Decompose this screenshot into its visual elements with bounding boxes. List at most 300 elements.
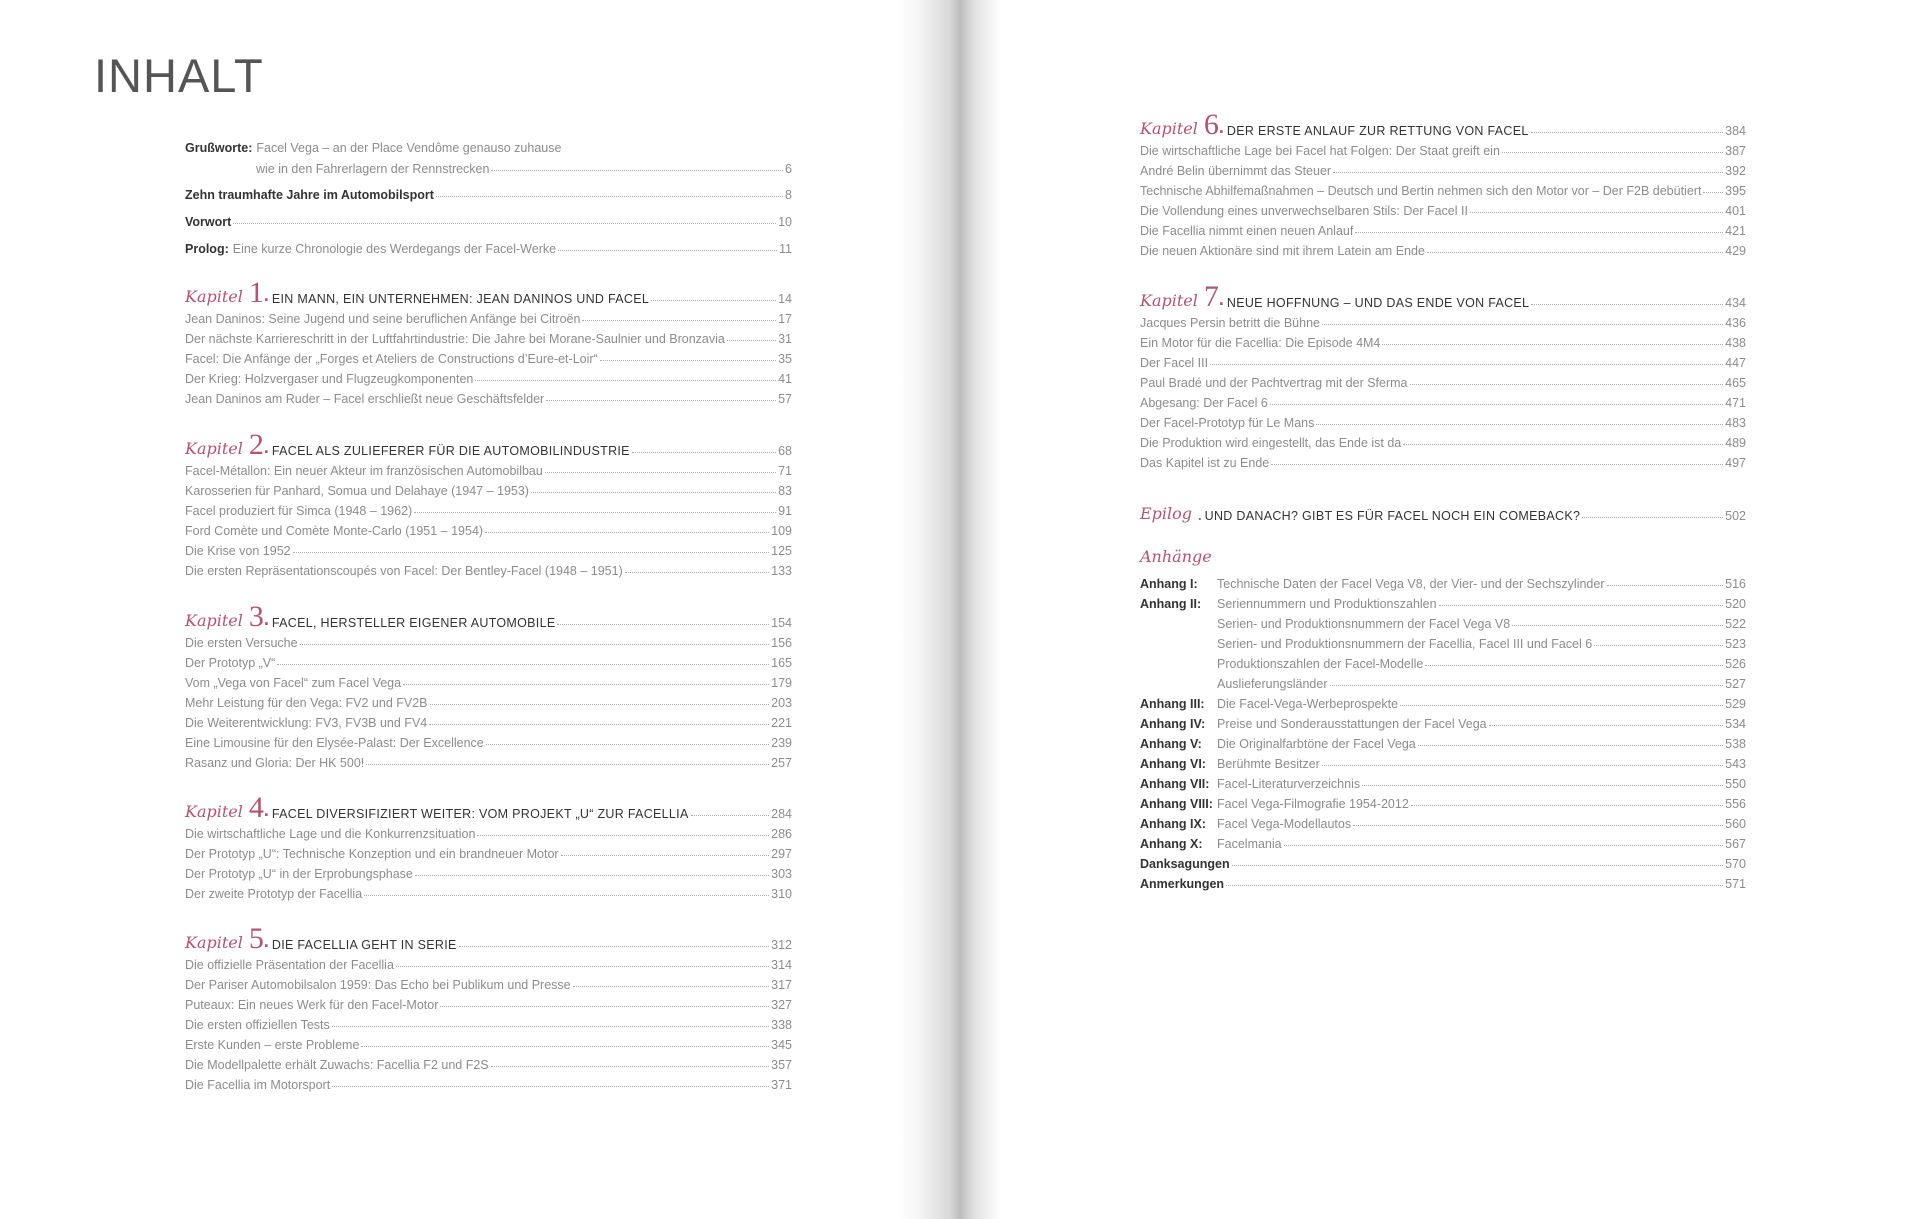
toc-entry[interactable] xyxy=(1140,811,1746,831)
toc-entry[interactable] xyxy=(1140,370,1746,390)
entry-label: Prolog: xyxy=(185,242,229,256)
dot-leader xyxy=(396,966,769,967)
front-matter xyxy=(185,135,792,256)
page-number: 465 xyxy=(1725,376,1746,390)
chapter-title: NEUE HOFFNUNG – UND DAS ENDE VON FACEL xyxy=(1226,296,1530,310)
page-number: 154 xyxy=(771,616,792,630)
dot-leader xyxy=(573,986,770,987)
toc-entry[interactable] xyxy=(185,881,792,901)
chapter-number: 1 xyxy=(248,276,264,309)
chapter-prefix: Kapitel xyxy=(1140,291,1198,310)
toc-entry[interactable] xyxy=(1140,410,1746,430)
chapter-prefix: Kapitel xyxy=(1140,119,1198,138)
page-number: 543 xyxy=(1725,757,1746,771)
entry-title: Die Krise von 1952 xyxy=(185,544,291,558)
chapter-title: EIN MANN, EIN UNTERNEHMEN: JEAN DANINOS UND FACEL xyxy=(271,292,650,306)
entry-title: Das Kapitel ist zu Ende xyxy=(1140,456,1270,470)
entry-title: Der zweite Prototyp der Facellia xyxy=(185,887,363,901)
toc-entry[interactable] xyxy=(185,538,792,558)
dot-leader xyxy=(545,472,776,473)
page-number: 570 xyxy=(1725,857,1746,871)
page-number: 327 xyxy=(771,998,792,1012)
page-number: 8 xyxy=(785,188,792,202)
toc-entry[interactable] xyxy=(185,730,792,750)
entry-title: Der Prototyp „V“ xyxy=(185,656,276,670)
entry-title: Serien- und Produktionsnummern der Facel Vega V8 xyxy=(1217,617,1511,631)
entry-title: Berühmte Besitzer xyxy=(1217,757,1320,771)
dot-leader xyxy=(440,1006,769,1007)
page-number: 165 xyxy=(771,656,792,670)
toc-entry[interactable] xyxy=(185,366,792,386)
toc-entry[interactable] xyxy=(185,1032,792,1052)
toc-entry[interactable] xyxy=(185,670,792,690)
toc-entry[interactable] xyxy=(1140,178,1746,198)
dot-leader xyxy=(491,170,783,171)
page-number: 401 xyxy=(1725,204,1746,218)
page-number: 421 xyxy=(1725,224,1746,238)
entry-title: Paul Bradé und der Pachtvertrag mit der Sferma xyxy=(1140,376,1408,390)
chapter-title: FACEL, HERSTELLER EIGENER AUTOMOBILE xyxy=(271,616,556,630)
entry-label: Zehn traumhafte Jahre im Automobilsport xyxy=(185,188,434,202)
dot-leader xyxy=(332,1086,769,1087)
chapter-heading[interactable] xyxy=(185,922,792,955)
dot-leader xyxy=(1210,364,1723,365)
dot-leader xyxy=(366,764,769,765)
dot-leader xyxy=(332,1026,769,1027)
page-number: 133 xyxy=(771,564,792,578)
dot-leader xyxy=(1470,212,1723,213)
entry-title: Anmerkungen xyxy=(1140,877,1225,891)
page-number: 384 xyxy=(1725,124,1746,138)
entry-title: Der Prototyp „U“ in der Erprobungsphase xyxy=(185,867,413,881)
toc-entry[interactable] xyxy=(185,386,792,406)
entry-title: Die Facellia im Motorsport xyxy=(185,1078,331,1092)
page-number: 35 xyxy=(778,352,792,366)
entry-title: Jean Daninos am Ruder – Facel erschließt neue Geschäftsfelder xyxy=(185,392,545,406)
entry-title: Der Facel III xyxy=(1140,356,1209,370)
toc-entry[interactable] xyxy=(185,952,792,972)
toc-entry[interactable] xyxy=(185,458,792,478)
toc-entry[interactable] xyxy=(185,558,792,578)
appendix-label: Anhang IV: xyxy=(1140,717,1206,731)
chapter-number: 2 xyxy=(248,428,264,461)
dot-leader xyxy=(561,855,770,856)
dot-leader xyxy=(1582,517,1723,518)
chapter-section xyxy=(1140,282,1746,470)
page-number: 395 xyxy=(1725,184,1746,198)
page-number: 83 xyxy=(778,484,792,498)
toc-entry[interactable] xyxy=(1140,390,1746,410)
page-number: 357 xyxy=(771,1058,792,1072)
entry-title: Erste Kunden – erste Probleme xyxy=(185,1038,360,1052)
dot-leader xyxy=(632,452,776,453)
toc-entry[interactable] xyxy=(1140,611,1746,631)
entry-title: Die Facel-Vega-Werbeprospekte xyxy=(1217,697,1399,711)
entry-title: Facel-Literaturverzeichnis xyxy=(1217,777,1361,791)
page-number: 14 xyxy=(778,292,792,306)
appendix-label: Anhang I: xyxy=(1140,577,1198,591)
entry-title: Karosserien für Panhard, Somua und Delahaye (1947 – 1953) xyxy=(185,484,529,498)
page-number: 371 xyxy=(771,1078,792,1092)
page-number: 10 xyxy=(778,215,792,229)
dot-leader xyxy=(1400,705,1723,706)
appendix-label: Anhang IX: xyxy=(1140,817,1206,831)
page-number: 109 xyxy=(771,524,792,538)
dot-leader xyxy=(361,1046,769,1047)
page-number: 71 xyxy=(778,464,792,478)
dot-leader xyxy=(459,946,770,947)
dot-leader xyxy=(1427,252,1723,253)
toc-entry[interactable] xyxy=(185,710,792,730)
page-number: 125 xyxy=(771,544,792,558)
page-number: 523 xyxy=(1725,637,1746,651)
entry-title: Seriennummern und Produktionszahlen xyxy=(1217,597,1437,611)
dot-leader xyxy=(1512,625,1723,626)
page-number: 556 xyxy=(1725,797,1746,811)
entry-title: Jean Daninos: Seine Jugend und seine beruflichen Anfänge bei Citroën xyxy=(185,312,581,326)
dot-leader xyxy=(1271,464,1723,465)
entry-title: Ein Motor für die Facellia: Die Episode 4M4 xyxy=(1140,336,1381,350)
entry-title: Vom „Vega von Facel“ zum Facel Vega xyxy=(185,676,402,690)
chapter-section xyxy=(185,924,792,1092)
dot-leader xyxy=(414,512,776,513)
page-number: 314 xyxy=(771,958,792,972)
page-number: 239 xyxy=(771,736,792,750)
entry-title: Mehr Leistung für den Vega: FV2 und FV2B xyxy=(185,696,428,710)
toc-entry[interactable] xyxy=(1140,495,1746,523)
epilog-dot: . xyxy=(1198,508,1202,523)
chapter-number: 3 xyxy=(248,600,264,633)
toc-entry[interactable] xyxy=(1140,350,1746,370)
dot-leader xyxy=(1382,344,1723,345)
entry-title: Eine kurze Chronologie des Werdegangs der Facel-Werke xyxy=(232,242,557,256)
toc-entry[interactable] xyxy=(1140,871,1746,891)
dot-leader xyxy=(1322,324,1723,325)
toc-entry[interactable] xyxy=(185,861,792,881)
entry-title: Die Modellpalette erhält Zuwachs: Facellia F2 und F2S xyxy=(185,1058,489,1072)
toc-entry[interactable] xyxy=(1140,218,1746,238)
dot-leader xyxy=(1333,172,1723,173)
page-number: 529 xyxy=(1725,697,1746,711)
toc-entry[interactable] xyxy=(1140,158,1746,178)
page-title: INHALT xyxy=(94,49,264,102)
entry-title: Die ersten offiziellen Tests xyxy=(185,1018,330,1032)
entry-title: Technische Daten der Facel Vega V8, der Vier- und der Sechszylinder xyxy=(1217,577,1605,591)
chapter-section xyxy=(1140,110,1746,258)
toc-entry[interactable] xyxy=(185,306,792,326)
page-number: 257 xyxy=(771,756,792,770)
appendix-label: Anhang VIII: xyxy=(1140,797,1213,811)
book-gutter xyxy=(900,0,1000,1219)
dot-leader xyxy=(415,875,769,876)
entry-title: Eine Limousine für den Elysée-Palast: Der Excellence xyxy=(185,736,484,750)
chapter-number: 6 xyxy=(1203,108,1219,141)
page-number: 297 xyxy=(771,847,792,861)
entry-title: Facel produziert für Simca (1948 – 1962) xyxy=(185,504,413,518)
page-number: 516 xyxy=(1725,577,1746,591)
page-number: 502 xyxy=(1725,509,1746,523)
dot-leader xyxy=(1232,865,1724,866)
appendix-section xyxy=(1140,547,1746,891)
entry-title: Facel: Die Anfänge der „Forges et Ateliers de Constructions d’Eure-et-Loir“ xyxy=(185,352,598,366)
entry-title: Jacques Persin betritt die Bühne xyxy=(1140,316,1320,330)
chapter-prefix: Kapitel xyxy=(185,287,243,306)
toc-entry[interactable] xyxy=(1140,631,1746,651)
entry-title: Facel Vega-Modellautos xyxy=(1217,817,1352,831)
toc-entry[interactable] xyxy=(1140,198,1746,218)
chapter-heading[interactable] xyxy=(1140,108,1746,141)
dot-leader xyxy=(557,624,769,625)
entry-title: Die ersten Versuche xyxy=(185,636,298,650)
entry-title: Rasanz und Gloria: Der HK 500! xyxy=(185,756,365,770)
page-number: 429 xyxy=(1725,244,1746,258)
dot-leader xyxy=(1594,645,1723,646)
chapter-number-dot: . xyxy=(263,609,269,629)
toc-entry[interactable] xyxy=(185,478,792,498)
entry-title: Facel Vega-Filmografie 1954-2012 xyxy=(1217,797,1409,811)
page-number: 31 xyxy=(778,332,792,346)
page-number: 284 xyxy=(771,807,792,821)
toc-entry[interactable] xyxy=(185,346,792,366)
toc-entry[interactable] xyxy=(1140,591,1746,611)
page-number: 156 xyxy=(771,636,792,650)
chapter-heading[interactable] xyxy=(1140,280,1746,313)
toc-entry[interactable] xyxy=(185,750,792,770)
dot-leader xyxy=(558,250,777,251)
toc-entry[interactable] xyxy=(185,821,792,841)
page-number: 392 xyxy=(1725,164,1746,178)
entry-title: Facel-Métallon: Ein neuer Akteur im französischen Automobilbau xyxy=(185,464,543,478)
dot-leader xyxy=(429,724,769,725)
entry-title: Serien- und Produktionsnummern der Facellia, Facel III und Facel 6 xyxy=(1217,637,1593,651)
entry-title: Produktionszahlen der Facel-Modelle xyxy=(1217,657,1424,671)
entry-title: André Belin übernimmt das Steuer xyxy=(1140,164,1332,178)
page-number: 286 xyxy=(771,827,792,841)
page-number: 41 xyxy=(778,372,792,386)
page-number: 57 xyxy=(778,392,792,406)
toc-entry[interactable] xyxy=(185,518,792,538)
dot-leader xyxy=(430,704,770,705)
toc-entry[interactable] xyxy=(1140,430,1746,450)
toc-entry[interactable] xyxy=(1140,571,1746,591)
entry-title: Abgesang: Der Facel 6 xyxy=(1140,396,1268,410)
toc-entry[interactable] xyxy=(185,1012,792,1032)
page-number: 534 xyxy=(1725,717,1746,731)
dot-leader xyxy=(1418,745,1723,746)
dot-leader xyxy=(233,223,776,224)
page-number: 387 xyxy=(1725,144,1746,158)
page-number: 522 xyxy=(1725,617,1746,631)
dot-leader xyxy=(1410,384,1724,385)
chapter-prefix: Kapitel xyxy=(185,802,243,821)
entry-title: Der Prototyp „U“: Technische Konzeption und ein brandneuer Motor xyxy=(185,847,559,861)
toc-entry[interactable] xyxy=(1140,771,1746,791)
toc-entry[interactable] xyxy=(185,182,792,202)
dot-leader xyxy=(1425,665,1723,666)
dot-leader xyxy=(1226,885,1723,886)
appendix-label: Anhang V: xyxy=(1140,737,1202,751)
toc-entry[interactable] xyxy=(185,992,792,1012)
dot-leader xyxy=(403,684,769,685)
toc-entry[interactable] xyxy=(185,1072,792,1092)
chapter-heading[interactable] xyxy=(185,600,792,633)
toc-entry[interactable] xyxy=(185,690,792,710)
page-number: 497 xyxy=(1725,456,1746,470)
chapter-number-dot: . xyxy=(1218,289,1224,309)
entry-title: Die wirtschaftliche Lage bei Facel hat Folgen: Der Staat greift ein xyxy=(1140,144,1500,158)
page-number: 520 xyxy=(1725,597,1746,611)
dot-leader xyxy=(277,664,769,665)
toc-entry[interactable] xyxy=(185,630,792,650)
page-number: 91 xyxy=(778,504,792,518)
toc-entry[interactable] xyxy=(185,209,792,229)
appendix-heading: Anhänge xyxy=(1140,547,1212,566)
page-number: 338 xyxy=(771,1018,792,1032)
chapter-heading[interactable] xyxy=(185,428,792,461)
chapter-number-dot: . xyxy=(263,800,269,820)
toc-entry[interactable] xyxy=(1140,651,1746,671)
chapter-title: FACEL ALS ZULIEFERER FÜR DIE AUTOMOBILINDUSTRIE xyxy=(271,444,630,458)
entry-title: wie in den Fahrerlagern der Rennstrecken xyxy=(256,162,490,176)
toc-entry[interactable] xyxy=(185,650,792,670)
toc-entry[interactable] xyxy=(1140,138,1746,158)
chapter-title: DIE FACELLIA GEHT IN SERIE xyxy=(271,938,457,952)
page-number: 310 xyxy=(771,887,792,901)
toc-entry[interactable] xyxy=(185,326,792,346)
dot-leader xyxy=(625,572,769,573)
entry-label: Vorwort xyxy=(185,215,232,229)
entry-title: Danksagungen xyxy=(1140,857,1230,871)
toc-entry[interactable] xyxy=(1140,851,1746,871)
dot-leader xyxy=(477,835,769,836)
dot-leader xyxy=(727,340,776,341)
toc-entry[interactable] xyxy=(1140,731,1746,751)
page-number: 560 xyxy=(1725,817,1746,831)
toc-entry[interactable] xyxy=(1140,330,1746,350)
chapter-section xyxy=(185,430,792,578)
entry-title: Die Weiterentwicklung: FV3, FV3B und FV4 xyxy=(185,716,428,730)
page-number: 489 xyxy=(1725,436,1746,450)
dot-leader xyxy=(1353,825,1723,826)
entry-label: Grußworte: xyxy=(185,141,253,155)
page-number: 526 xyxy=(1725,657,1746,671)
toc-entry[interactable] xyxy=(1140,831,1746,851)
epilog-label: Epilog xyxy=(1140,504,1193,523)
appendix-label: Anhang X: xyxy=(1140,837,1203,851)
chapter-number-dot: . xyxy=(263,437,269,457)
appendix-label: Anhang III: xyxy=(1140,697,1205,711)
page-number: 438 xyxy=(1725,336,1746,350)
dot-leader xyxy=(364,895,769,896)
entry-title: Facelmania xyxy=(1217,837,1282,851)
chapter-title: FACEL DIVERSIFIZIERT WEITER: VOM PROJEKT „U“ ZUR FACELLIA xyxy=(271,807,689,821)
toc-entry[interactable] xyxy=(1140,711,1746,731)
dot-leader xyxy=(293,552,770,553)
entry-title: Der nächste Karriereschritt in der Luftfahrtindustrie: Die Jahre bei Morane-Saulnier und Bronzavia xyxy=(185,332,725,346)
chapter-number-dot: . xyxy=(1218,117,1224,137)
page-number: 179 xyxy=(771,676,792,690)
page-number: 303 xyxy=(771,867,792,881)
toc-entry[interactable] xyxy=(185,841,792,861)
chapter-number: 7 xyxy=(1203,280,1219,313)
toc-entry[interactable] xyxy=(185,156,792,176)
dot-leader xyxy=(651,300,776,301)
dot-leader xyxy=(1362,785,1723,786)
chapter-prefix: Kapitel xyxy=(185,611,243,630)
page-number: 567 xyxy=(1725,837,1746,851)
toc-entry[interactable] xyxy=(185,135,792,155)
dot-leader xyxy=(1270,404,1723,405)
toc-entry[interactable] xyxy=(1140,671,1746,691)
page-number: 317 xyxy=(771,978,792,992)
entry-title: Facel Vega – an der Place Vendôme genauso zuhause xyxy=(256,141,562,155)
toc-entry[interactable] xyxy=(1140,450,1746,470)
toc-entry[interactable] xyxy=(1140,310,1746,330)
page-number: 550 xyxy=(1725,777,1746,791)
entry-title: Der Krieg: Holzvergaser und Flugzeugkomponenten xyxy=(185,372,474,386)
dot-leader xyxy=(1531,304,1723,305)
epilog-section xyxy=(1140,495,1746,523)
dot-leader xyxy=(485,532,769,533)
dot-leader xyxy=(475,380,776,381)
page-number: 527 xyxy=(1725,677,1746,691)
entry-title: Preise und Sonderausstattungen der Facel Vega xyxy=(1217,717,1487,731)
entry-title: Die Facellia nimmt einen neuen Anlauf xyxy=(1140,224,1354,238)
dot-leader xyxy=(1355,232,1723,233)
chapter-section xyxy=(185,278,792,406)
page-number: 68 xyxy=(778,444,792,458)
page-number: 11 xyxy=(779,242,792,256)
dot-leader xyxy=(1403,444,1723,445)
dot-leader xyxy=(691,815,770,816)
entry-title: Die Produktion wird eingestellt, das Ende ist da xyxy=(1140,436,1402,450)
dot-leader xyxy=(1502,152,1723,153)
toc-entry[interactable] xyxy=(1140,691,1746,711)
dot-leader xyxy=(600,360,776,361)
page-number: 436 xyxy=(1725,316,1746,330)
dot-leader xyxy=(1322,765,1723,766)
entry-title: Der Facel-Prototyp für Le Mans xyxy=(1140,416,1315,430)
dot-leader xyxy=(1316,424,1723,425)
chapter-number: 5 xyxy=(248,922,264,955)
entry-title: Die Originalfarbtöne der Facel Vega xyxy=(1217,737,1416,751)
chapter-number-dot: . xyxy=(263,285,269,305)
toc-entry[interactable] xyxy=(185,972,792,992)
page-number: 538 xyxy=(1725,737,1746,751)
toc-entry[interactable] xyxy=(185,498,792,518)
chapter-heading[interactable] xyxy=(185,791,792,824)
toc-entry[interactable] xyxy=(185,1052,792,1072)
chapter-heading[interactable] xyxy=(185,276,792,309)
dot-leader xyxy=(582,320,776,321)
page-number: 483 xyxy=(1725,416,1746,430)
dot-leader xyxy=(1703,192,1723,193)
toc-entry[interactable] xyxy=(185,236,792,256)
entry-title: Puteaux: Ein neues Werk für den Facel-Motor xyxy=(185,998,439,1012)
dot-leader xyxy=(436,196,783,197)
toc-entry[interactable] xyxy=(1140,238,1746,258)
toc-entry[interactable] xyxy=(1140,791,1746,811)
entry-title: Die neuen Aktionäre sind mit ihrem Latein am Ende xyxy=(1140,244,1425,258)
entry-title: Die ersten Repräsentationscoupés von Facel: Der Bentley-Facel (1948 – 1951) xyxy=(185,564,623,578)
dot-leader xyxy=(531,492,776,493)
entry-title: Die offizielle Präsentation der Facellia xyxy=(185,958,394,972)
chapter-prefix: Kapitel xyxy=(185,933,243,952)
chapter-title: DER ERSTE ANLAUF ZUR RETTUNG VON FACEL xyxy=(1226,124,1529,138)
page-number: 17 xyxy=(778,312,792,326)
page-number: 345 xyxy=(771,1038,792,1052)
toc-entry[interactable] xyxy=(1140,751,1746,771)
